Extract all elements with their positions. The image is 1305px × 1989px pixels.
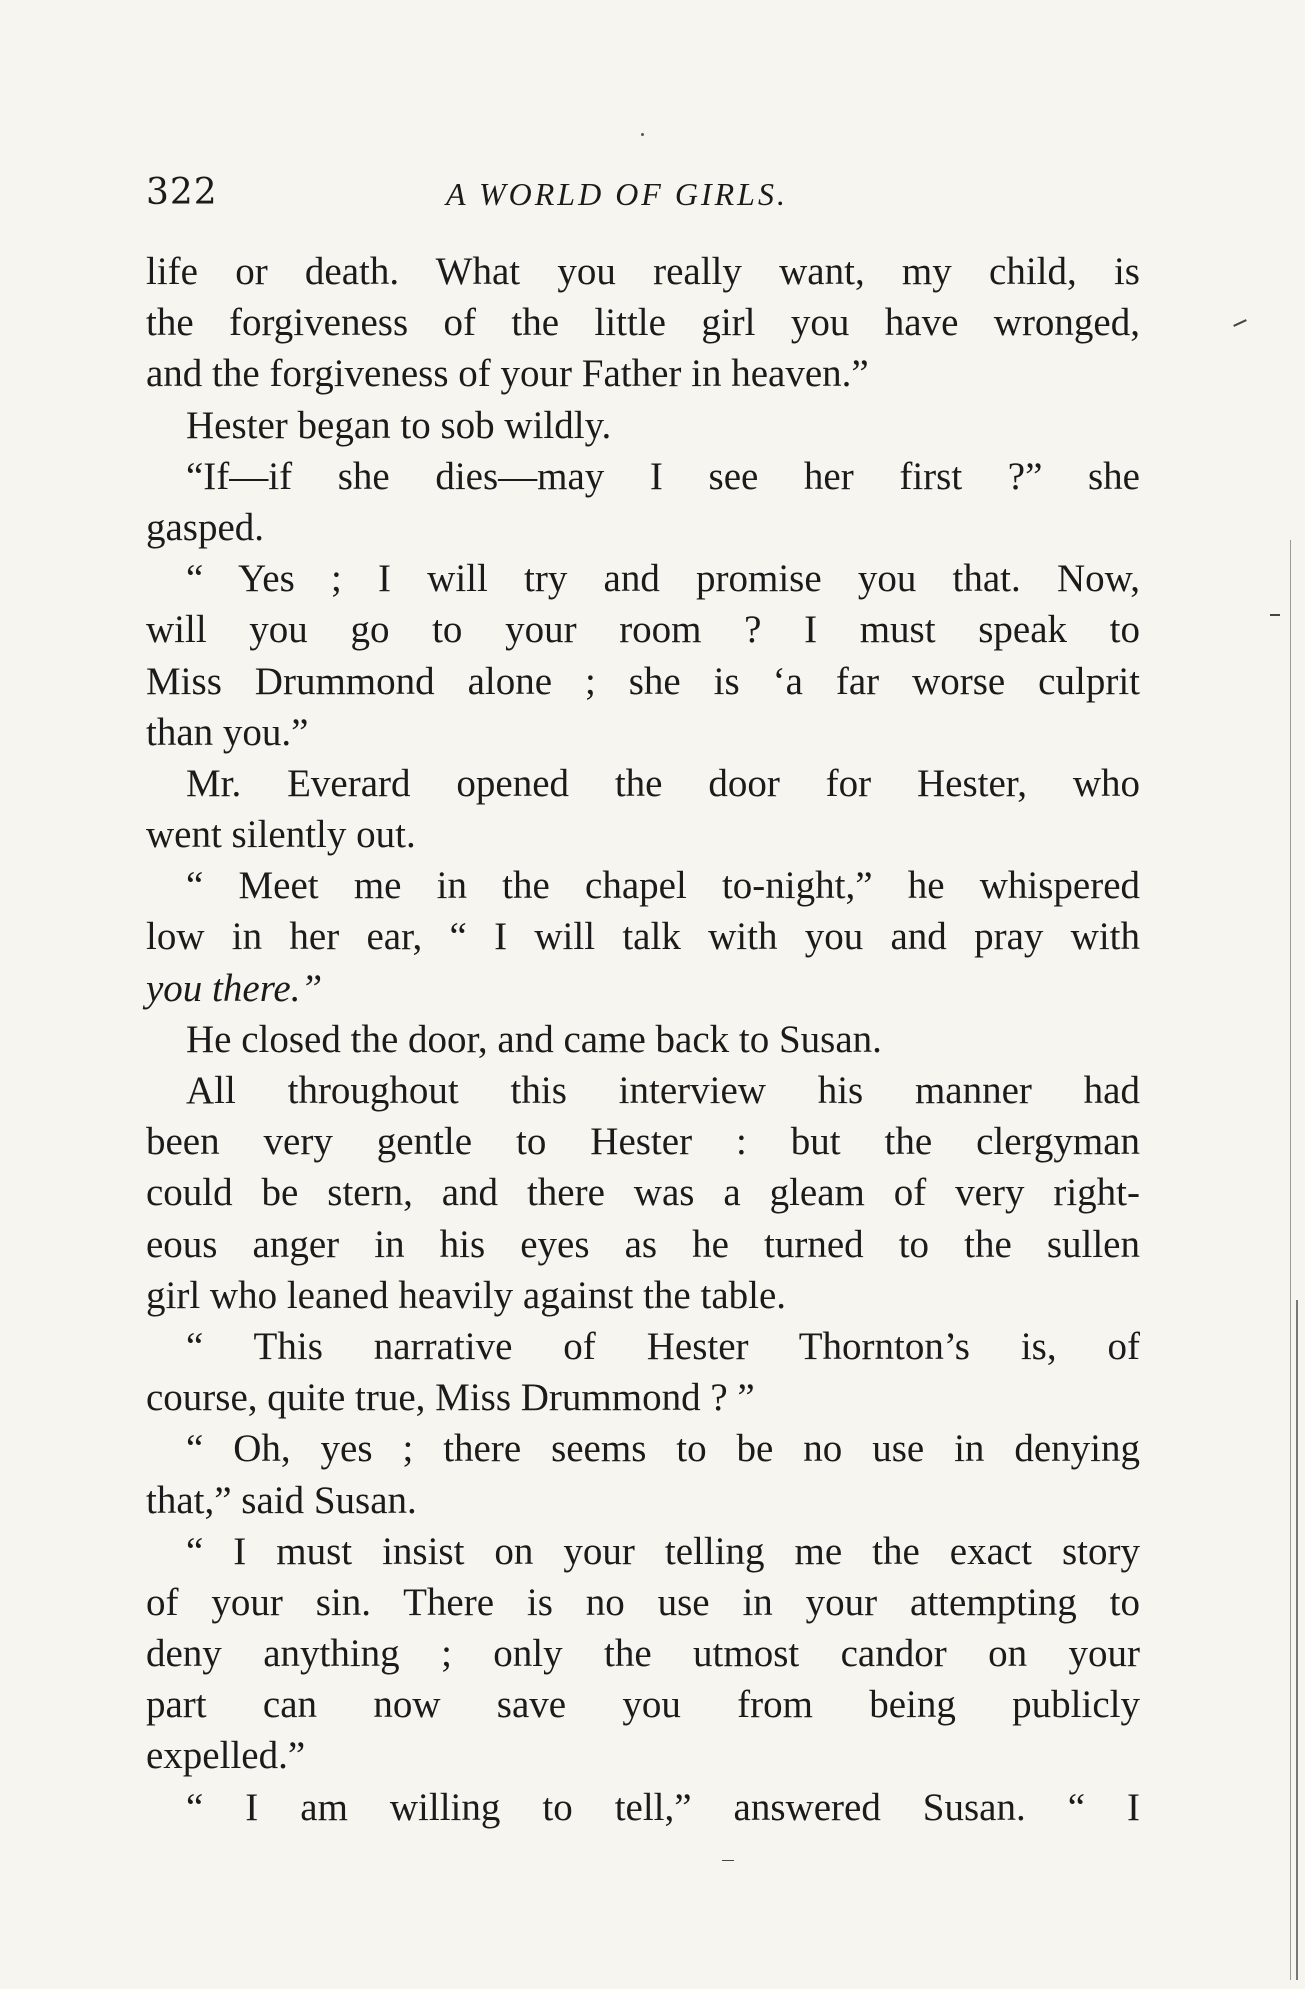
- text-line: you there.”: [146, 966, 323, 1010]
- text-line: and the forgiveness of your Father in heaven.”: [146, 352, 869, 396]
- margin-tick: [722, 1860, 734, 1861]
- margin-tick: [1270, 614, 1280, 616]
- text-line: “ Oh, yes ; there seems to be no use in denying: [186, 1427, 1140, 1471]
- text-line: “ Yes ; I will try and promise you that. Now,: [186, 557, 1140, 601]
- running-title: A WORLD OF GIRLS.: [446, 176, 788, 212]
- text-line: of your sin. There is no use in your attempting to: [146, 1580, 1140, 1624]
- text-line: that,” said Susan.: [146, 1478, 417, 1522]
- scan-dot: [641, 133, 644, 136]
- text-line: life or death. What you really want, my child, is: [146, 250, 1140, 293]
- text-line: part can now save you from being publicly: [146, 1683, 1140, 1727]
- text-line: All throughout this interview his manner had: [186, 1069, 1140, 1112]
- text-line: girl who leaned heavily against the table.: [146, 1273, 787, 1317]
- text-line: Hester began to sob wildly.: [186, 403, 612, 447]
- text-line: Miss Drummond alone ; she is ‘a far worse culprit: [146, 659, 1140, 703]
- text-line: will you go to your room ? I must speak to: [146, 608, 1140, 652]
- text-line: “ Meet me in the chapel to-night,” he whispered: [186, 864, 1140, 908]
- margin-tick: [1233, 319, 1247, 327]
- text-line: gasped.: [146, 505, 265, 549]
- text-line: He closed the door, and came back to Susan.: [186, 1017, 882, 1061]
- text-line: low in her ear, “ I will talk with you and pray with: [146, 915, 1140, 959]
- page-edge-line: [1296, 1300, 1298, 1980]
- text-line: “ This narrative of Hester Thornton’s is, of: [186, 1324, 1140, 1368]
- text-line: course, quite true, Miss Drummond ? ”: [146, 1376, 755, 1420]
- text-line: “If—if she dies—may I see her first ?” she: [186, 454, 1140, 498]
- text-line: than you.”: [146, 710, 309, 754]
- page-header: [146, 172, 1140, 220]
- text-line: expelled.”: [146, 1734, 306, 1778]
- text-line: the forgiveness of the little girl you have wronged,: [146, 301, 1140, 345]
- text-line: went silently out.: [146, 813, 416, 857]
- text-line: eous anger in his eyes as he turned to the sullen: [146, 1222, 1140, 1266]
- text-line: Mr. Everard opened the door for Hester, who: [186, 761, 1140, 805]
- body-text: [146, 246, 1140, 1833]
- text-line: “ I am willing to tell,” answered Susan. “ I: [186, 1785, 1140, 1829]
- text-line: deny anything ; only the utmost candor on your: [146, 1632, 1140, 1676]
- page-edge-line: [1290, 540, 1291, 1980]
- text-line: “ I must insist on your telling me the exact story: [186, 1529, 1140, 1573]
- text-line: been very gentle to Hester : but the clergyman: [146, 1120, 1140, 1164]
- text-line: could be stern, and there was a gleam of very right-: [146, 1171, 1140, 1215]
- page-number: 322: [146, 172, 218, 213]
